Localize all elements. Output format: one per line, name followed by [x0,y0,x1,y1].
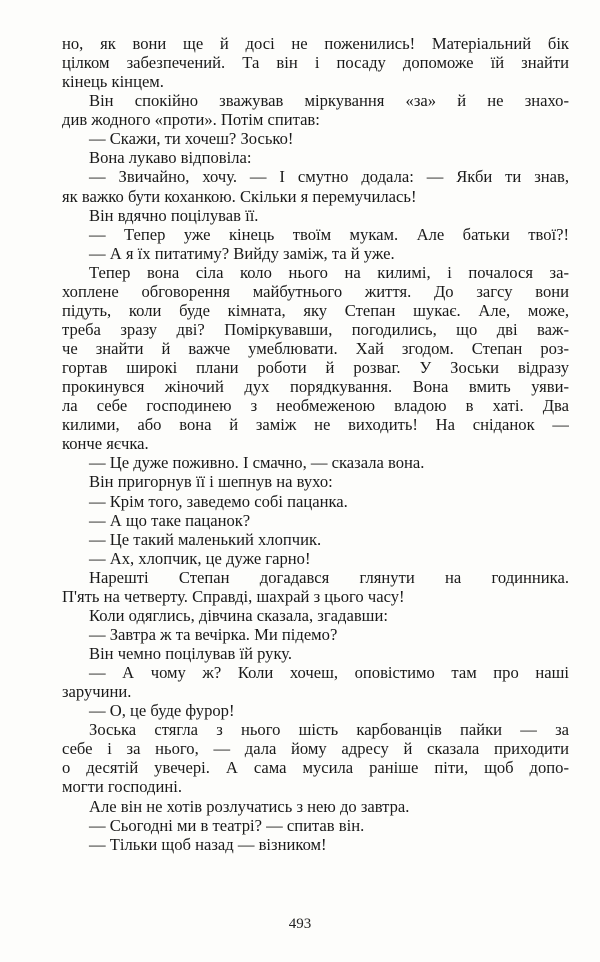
text-line: — А чому ж? Коли хочеш, оповістимо там про наші [89,663,569,683]
text-line: о десятій увечері. А сама мусила раніше піти, щоб допо- [62,758,569,778]
text-line: Коли одяглись, дівчина сказала, згадавши: [89,605,388,625]
text-line: П'ять на четверту. Справді, шахрай з цього часу! [62,586,405,606]
text-line: треба зразу дві? Поміркувавши, погодились, що дві важ- [62,319,569,339]
text-line: підуть, коли буде кімната, яку Степан шукає. Але, може, [62,300,569,320]
text-line: — Тільки щоб назад — візником! [89,834,327,854]
text-line: Але він не хотів розлучатись з нею до завтра. [89,796,410,816]
text-line: гортав широкі плани роботи й розваг. У Зоськи відразу [62,358,569,378]
text-line: кінець кінцем. [62,72,164,92]
text-line: — Завтра ж та вечірка. Ми підемо? [89,624,338,644]
text-line: — Ах, хлопчик, це дуже гарно! [89,548,311,568]
text-line: Він спокійно зважував міркування «за» й не знахо- [89,91,569,111]
text-line: Вона лукаво відповіла: [89,148,252,168]
page-number: 493 [288,916,312,932]
text-line: Тепер вона сіла коло нього на килимі, і почалося за- [89,262,569,282]
text-line: ла себе господинею з необмеженою владою в хаті. Два [62,396,569,416]
text-line: як важко бути коханкою. Скільки я перемучилась! [62,186,417,206]
text-line: заручини. [62,682,132,702]
text-line: могти господині. [62,777,183,797]
text-line: конче яєчка. [62,434,149,454]
text-line: Він чемно поцілував їй руку. [89,644,293,663]
page-body-text [62,34,569,854]
text-line: — А я їх питатиму? Вийду заміж, та й уже. [89,243,395,263]
text-line: Зоська стягла з нього шість карбованців пайки — за [89,720,569,740]
text-line: себе і за нього, — дала йому адресу й сказала приходити [62,739,569,759]
text-line: Він вдячно поцілував її. [89,205,259,225]
text-line: — А що таке пацанок? [89,510,251,530]
text-line: Нарешті Степан догадався глянути на годинника. [89,567,569,587]
text-line: хоплене обговорення майбутнього життя. До загсу вони [62,281,569,301]
text-line: цілком забезпечений. Та він і посаду допоможе їй знайти [62,53,569,73]
text-line: но, як вони ще й досі не поженились! Матеріальний бік [62,34,569,53]
text-line: Він пригорнув її і шепнув на вухо: [89,472,333,492]
text-line: див жодного «проти». Потім спитав: [62,110,320,130]
text-line: — Це дуже поживно. І смачно, — сказала вона. [89,453,425,473]
text-line: че знайти й важче умеблювати. Хай згодом. Степан роз- [62,339,569,358]
text-line: — Скажи, ти хочеш? Зосько! [89,129,294,149]
text-line: — Сьогодні ми в театрі? — спитав він. [89,815,365,835]
text-line: — О, це буде фурор! [89,701,235,721]
text-line: килими, або вона й заміж не виходить! На сніданок — [62,415,569,435]
text-line: — Це такий маленький хлопчик. [89,529,322,549]
text-line: — Тепер уже кінець твоїм мукам. Але батьки твої?! [89,224,569,244]
text-line: — Крім того, заведемо собі пацанка. [89,491,348,511]
text-line: — Звичайно, хочу. — І смутно додала: — Якби ти знав, [89,167,569,187]
text-line: прокинувся жіночий дух порядкування. Вона вмить уяви- [62,377,569,397]
